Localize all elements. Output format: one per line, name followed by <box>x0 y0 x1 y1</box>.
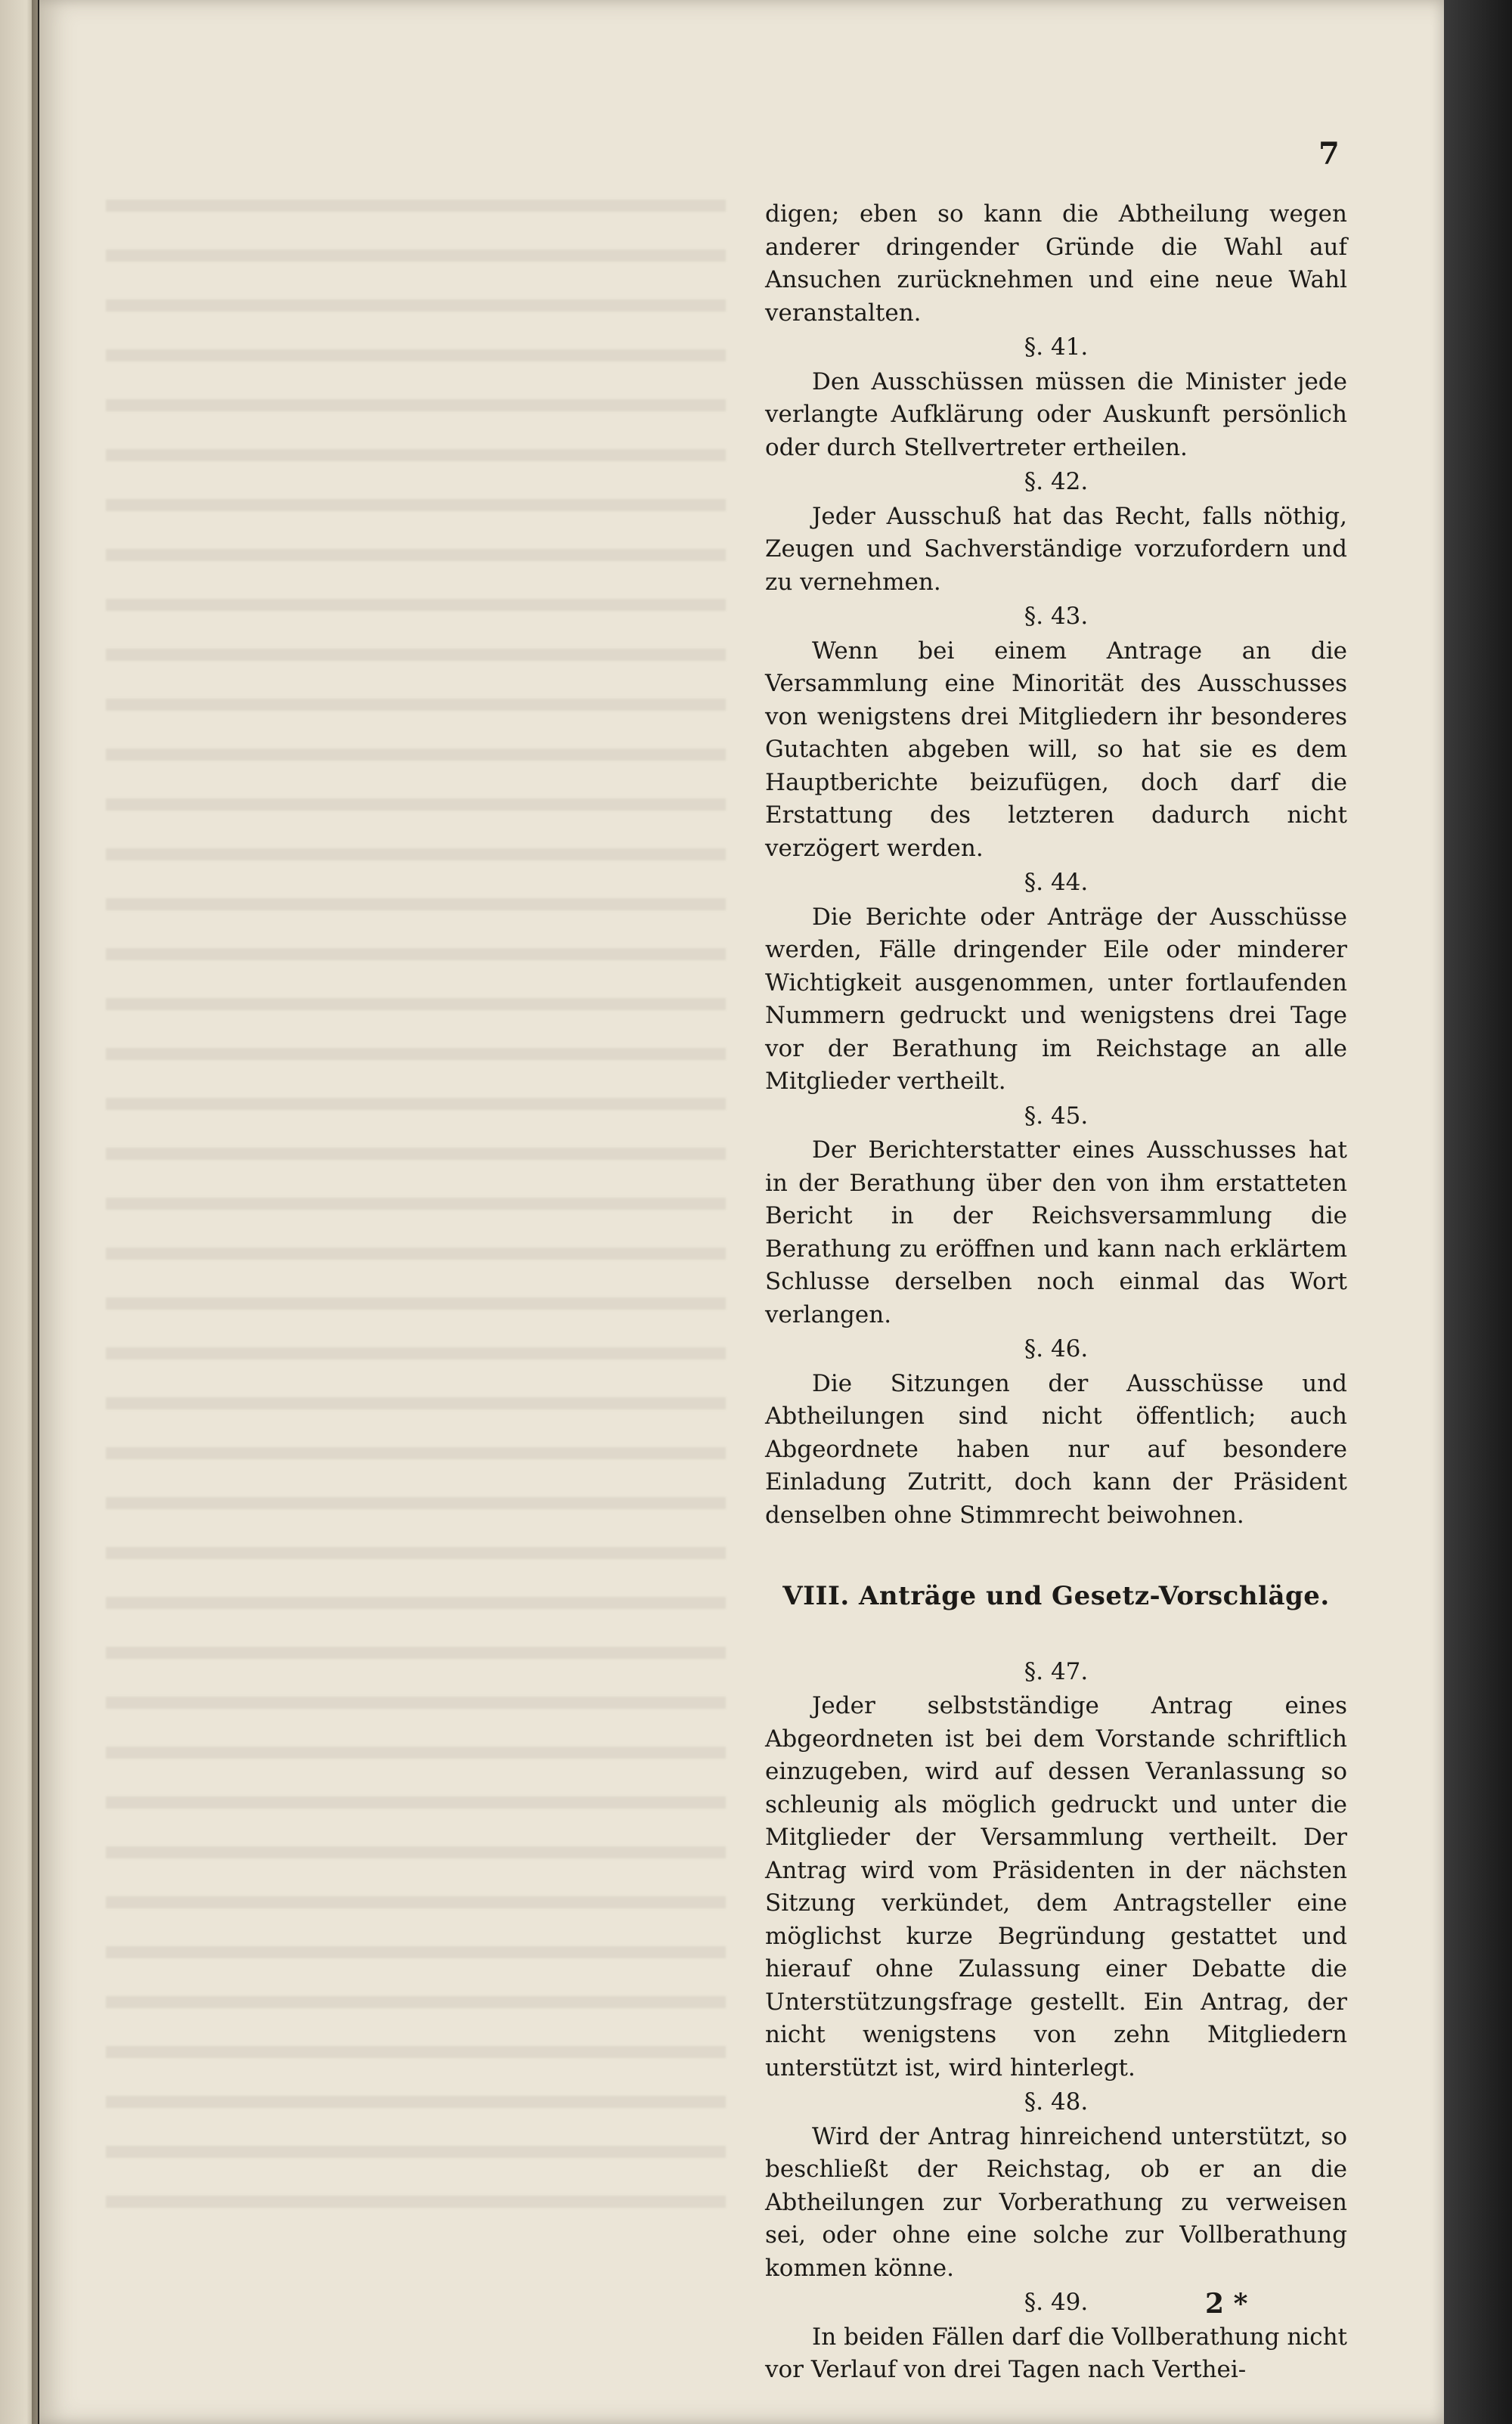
text-column <box>765 198 1347 2387</box>
paragraph: Jeder selbstständige Antrag eines Abgeordneten ist bei dem Vorstande schriftlich einzugeben, wird auf dessen Veranlassung so schleunig als möglich gedruckt und unter die Mitglieder der Versammlung vertheilt. Der Antrag wird vom Präsidenten in der nächsten Sitzung verkündet, dem Antragsteller eine möglichst kurze Begründung gestattet und hierauf ohne Zulassung einer Debatte die Unterstützungsfrage gestellt. Ein Antrag, der nicht wenigstens von zehn Mitgliedern unterstützt ist, wird hinterlegt. <box>765 1692 1347 2081</box>
signature-mark: 2 * <box>1205 2288 1248 2320</box>
paragraph: digen; eben so kann die Abtheilung wegen anderer dringender Gründe die Wahl auf Ansuchen zurücknehmen und eine neue Wahl veranstalten. <box>765 200 1347 327</box>
chapter-heading: VIII. Anträge und Gesetz-Vorschläge. <box>782 1581 1330 1611</box>
section-number: §. 42. <box>1024 468 1089 495</box>
paragraph: Die Berichte oder Anträge der Ausschüsse werden, Fälle dringender Eile oder minderer Wichtigkeit ausgenommen, unter fortlaufenden Nummern gedruckt und wenigstens drei Tage vor der Berathung im Reichstage an alle Mitglieder vertheilt. <box>765 903 1347 1095</box>
paragraph: Wird der Antrag hinreichend unterstützt, so beschließt der Reichstag, ob er an die Abtheilungen zur Vorberathung zu verweisen sei, oder ohne eine solche zur Vollberathung kommen könne. <box>765 2122 1347 2282</box>
section-number: §. 45. <box>1024 1102 1089 1130</box>
section-number: §. 48. <box>1024 2088 1089 2116</box>
paragraph: In beiden Fällen darf die Vollberathung nicht vor Verlauf von drei Tagen nach Verthei- <box>765 2323 1347 2383</box>
section-number: §. 46. <box>1024 1335 1089 1362</box>
section-number: §. 47. <box>1024 1657 1089 1685</box>
paragraph: Jeder Ausschuß hat das Recht, falls nöthig, Zeugen und Sachverständige vorzufordern und zu vernehmen. <box>765 502 1347 596</box>
section-number: §. 43. <box>1024 603 1089 630</box>
paragraph: Der Berichterstatter eines Ausschusses hat in der Berathung über den von ihm erstatteten Bericht in der Reichsversammlung die Berathung zu eröffnen und kann nach erklärtem Schlusse derselben noch einmal das Wort verlangen. <box>765 1136 1347 1328</box>
section-number: §. 41. <box>1024 333 1089 361</box>
paragraph: Den Ausschüssen müssen die Minister jede verlangte Aufklärung oder Auskunft persönlich oder durch Stellvertreter ertheilen. <box>765 367 1347 461</box>
paragraph: Wenn bei einem Antrage an die Versammlung eine Minorität des Ausschusses von wenigstens drei Mitgliedern ihr besonderes Gutachten abgeben will, so hat sie es dem Hauptberichte beizufügen, doch darf die Erstattung des letzteren dadurch nicht verzögert werden. <box>765 637 1347 862</box>
section-number: §. 44. <box>1024 869 1089 896</box>
page-number: 7 <box>1318 136 1340 172</box>
background-edge <box>1444 0 1512 2424</box>
section-number: §. 49. <box>1024 2289 1089 2316</box>
paragraph: Die Sitzungen der Ausschüsse und Abtheilungen sind nicht öffentlich; auch Abgeordnete haben nur auf besondere Einladung Zutritt, doch kann der Präsident denselben ohne Stimmrecht beiwohnen. <box>765 1369 1347 1529</box>
show-through-text <box>106 174 726 2215</box>
